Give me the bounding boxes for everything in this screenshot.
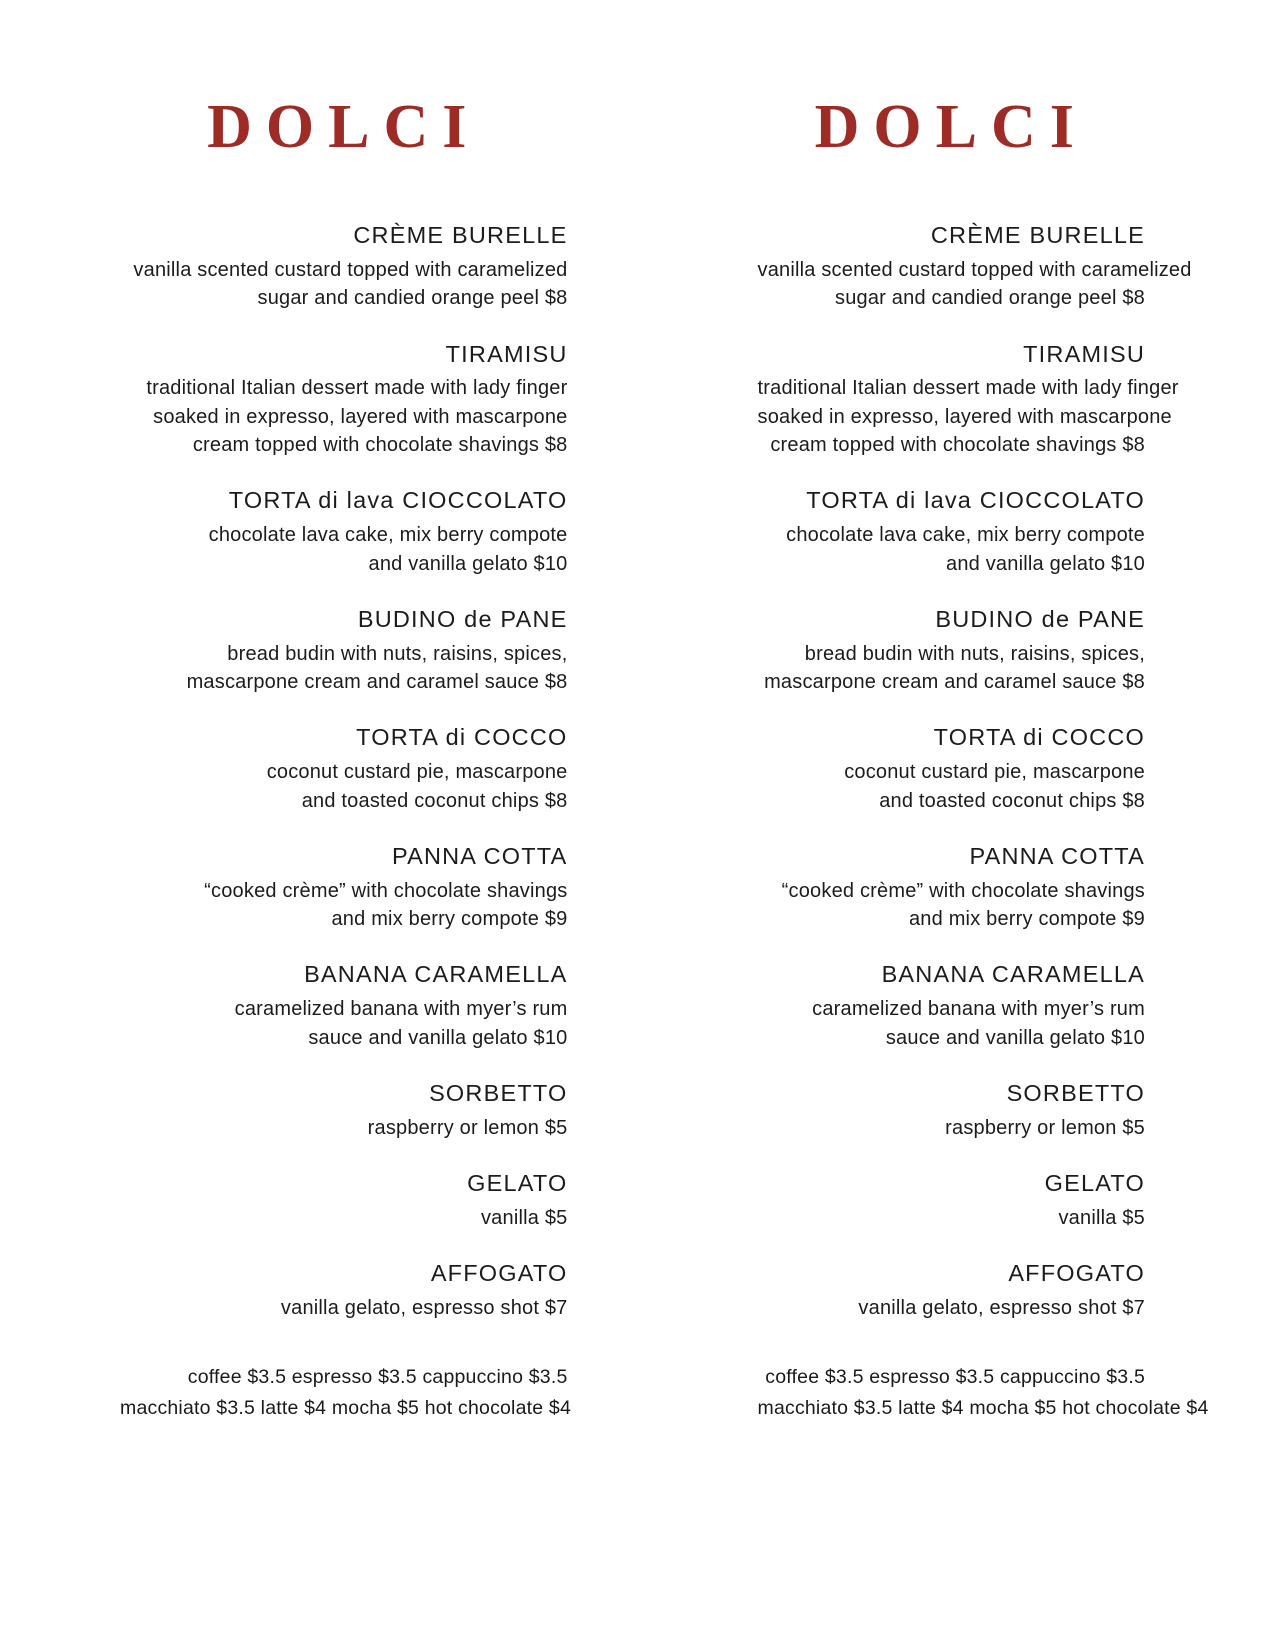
drinks-line: coffee $3.5 espresso $3.5 cappuccino $3.5 xyxy=(187,1366,568,1389)
menu-item xyxy=(758,959,1146,1052)
menu-item-name: TIRAMISU xyxy=(1023,340,1145,367)
menu-item xyxy=(758,604,1146,697)
menu-item-description-line: cream topped with chocolate shavings $8 xyxy=(192,434,568,456)
menu-item-name: GELATO xyxy=(467,1170,568,1196)
menu-item-name: GELATO xyxy=(1044,1170,1145,1196)
menu-item-description-line: raspberry or lemon $5 xyxy=(367,1116,568,1139)
menu-item-description-line: sugar and candied orange peel $8 xyxy=(835,287,1145,310)
menu-item-name: TORTA di lava CIOCCOLATO xyxy=(806,487,1145,514)
menu-item xyxy=(120,841,568,934)
menu-item-name: AFFOGATO xyxy=(430,1260,568,1287)
menu-item-name: SORBETTO xyxy=(1006,1079,1145,1106)
menu-item xyxy=(120,1078,568,1142)
menu-item-name: BUDINO de PANE xyxy=(935,605,1145,632)
menu-item-name: TORTA di COCCO xyxy=(356,724,568,751)
menu-item-description-line: sugar and candied orange peel $8 xyxy=(257,287,568,310)
menu-item-name: AFFOGATO xyxy=(1008,1260,1145,1287)
menu-item-description-line: bread budin with nuts, raisins, spices, xyxy=(804,642,1145,665)
menu-item-description-line: vanilla gelato, espresso shot $7 xyxy=(280,1296,568,1319)
menu-item-description xyxy=(758,758,1146,815)
menu-item-description-line: chocolate lava cake, mix berry compote xyxy=(786,524,1145,547)
menu-item-name: CRÈME BURELLE xyxy=(930,222,1145,248)
menu-item-description xyxy=(758,877,1146,934)
menu-item-description xyxy=(120,1114,568,1142)
menu-item-description xyxy=(120,521,568,578)
menu-item xyxy=(120,959,568,1052)
drinks-line: macchiato $3.5 latte $4 mocha $5 hot chocolate $4 xyxy=(120,1397,572,1420)
menu-item-description-line: “cooked crème” with chocolate shavings xyxy=(781,879,1145,902)
menu-item-description xyxy=(758,521,1146,578)
menu-item-description-line: and vanilla gelato $10 xyxy=(368,552,568,575)
menu-item-name: CRÈME BURELLE xyxy=(353,222,568,248)
menu-item-description-line: vanilla scented custard topped with caramelized xyxy=(133,258,568,281)
menu-item xyxy=(757,339,1179,460)
menu-item xyxy=(120,485,568,578)
menu-item xyxy=(757,220,1192,313)
menu-item-description xyxy=(120,640,568,697)
menu-item-name: PANNA COTTA xyxy=(969,842,1145,869)
menu-item-description-line: soaked in expresso, layered with mascarpone xyxy=(153,405,568,428)
menu-item-name: TIRAMISU xyxy=(445,340,568,367)
menu-item-description-line: chocolate lava cake, mix berry compote xyxy=(208,524,568,547)
menu-item-description xyxy=(120,877,568,934)
drinks-line: coffee $3.5 espresso $3.5 cappuccino $3.5 xyxy=(765,1366,1145,1389)
menu-item xyxy=(758,1258,1146,1322)
menu-item-description-line: mascarpone cream and caramel sauce $8 xyxy=(764,671,1145,693)
menu-item-description-line: mascarpone cream and caramel sauce $8 xyxy=(186,671,568,693)
menu-item xyxy=(758,841,1146,934)
menu-item xyxy=(758,722,1146,815)
menu-item-description-line: traditional Italian dessert made with lady finger xyxy=(146,377,568,400)
menu-item-description-line: vanilla gelato, espresso shot $7 xyxy=(858,1296,1145,1319)
menu-items-right xyxy=(757,220,1209,1425)
menu-item-description-line: coconut custard pie, mascarpone xyxy=(844,761,1145,784)
menu-items-left xyxy=(120,220,572,1425)
menu-item-description-line: cream topped with chocolate shavings $8 xyxy=(770,434,1145,456)
menu-column-left xyxy=(0,93,638,1650)
menu-item-description-line: caramelized banana with myer’s rum xyxy=(234,998,568,1021)
menu-item xyxy=(120,220,568,313)
menu-item-description-line: and mix berry compote $9 xyxy=(908,908,1145,930)
page-title-left: DOLCI xyxy=(207,93,481,161)
menu-item-description xyxy=(120,1294,568,1322)
menu-item xyxy=(120,1258,568,1322)
menu-column-right xyxy=(638,93,1275,1650)
menu-item-name: BANANA CARAMELLA xyxy=(304,961,568,988)
menu-item-description-line: and toasted coconut chips $8 xyxy=(879,789,1145,812)
menu-item-description xyxy=(120,256,568,313)
menu-item xyxy=(120,1168,568,1232)
menu-item-description-line: sauce and vanilla gelato $10 xyxy=(885,1026,1145,1049)
menu-item-description-line: “cooked crème” with chocolate shavings xyxy=(204,879,568,902)
menu-item-description xyxy=(120,374,568,459)
menu-item-name: SORBETTO xyxy=(429,1079,568,1106)
menu-item-name: BUDINO de PANE xyxy=(357,605,568,632)
menu-item-description-line: vanilla $5 xyxy=(1058,1206,1145,1229)
menu-item-name: TORTA di COCCO xyxy=(933,724,1145,751)
menu-item xyxy=(120,604,568,697)
menu-item-description xyxy=(758,995,1146,1052)
menu-item-description-line: caramelized banana with myer’s rum xyxy=(812,998,1145,1021)
menu-item-name: BANANA CARAMELLA xyxy=(881,961,1145,988)
menu-item-name: TORTA di lava CIOCCOLATO xyxy=(228,487,568,514)
menu-item xyxy=(120,339,568,460)
menu-item-description-line: coconut custard pie, mascarpone xyxy=(266,761,568,784)
menu-item xyxy=(758,1168,1146,1232)
menu-item-description-line: raspberry or lemon $5 xyxy=(945,1116,1145,1139)
drinks-list xyxy=(120,1362,572,1424)
menu-item-description-line: vanilla scented custard topped with caramelized xyxy=(757,258,1192,281)
menu-item xyxy=(758,1078,1146,1142)
menu-item-description xyxy=(120,995,568,1052)
menu-item-description-line: vanilla $5 xyxy=(480,1206,568,1229)
menu-item-description xyxy=(758,1294,1146,1322)
menu-item xyxy=(120,722,568,815)
menu-item-description-line: soaked in expresso, layered with mascarpone xyxy=(757,405,1172,428)
menu-item-description xyxy=(120,758,568,815)
page-title-right: DOLCI xyxy=(814,93,1088,161)
menu-item-description xyxy=(758,1114,1146,1142)
menu-item-description xyxy=(757,256,1192,313)
menu-item-description-line: and vanilla gelato $10 xyxy=(946,552,1145,575)
menu-item-description-line: sauce and vanilla gelato $10 xyxy=(308,1026,568,1049)
menu-item xyxy=(758,485,1146,578)
menu-item-description xyxy=(120,1204,568,1232)
drinks-line: macchiato $3.5 latte $4 mocha $5 hot chocolate $4 xyxy=(757,1397,1209,1420)
menu-item-name: PANNA COTTA xyxy=(391,842,568,869)
menu-item-description-line: and toasted coconut chips $8 xyxy=(301,789,568,812)
menu-item-description-line: traditional Italian dessert made with lady finger xyxy=(757,377,1179,400)
menu-item-description xyxy=(758,640,1146,697)
menu-item-description xyxy=(757,374,1179,459)
menu-item-description-line: bread budin with nuts, raisins, spices, xyxy=(227,642,568,665)
menu-item-description-line: and mix berry compote $9 xyxy=(331,908,568,930)
drinks-list xyxy=(757,1362,1209,1424)
menu-item-description xyxy=(758,1204,1146,1232)
